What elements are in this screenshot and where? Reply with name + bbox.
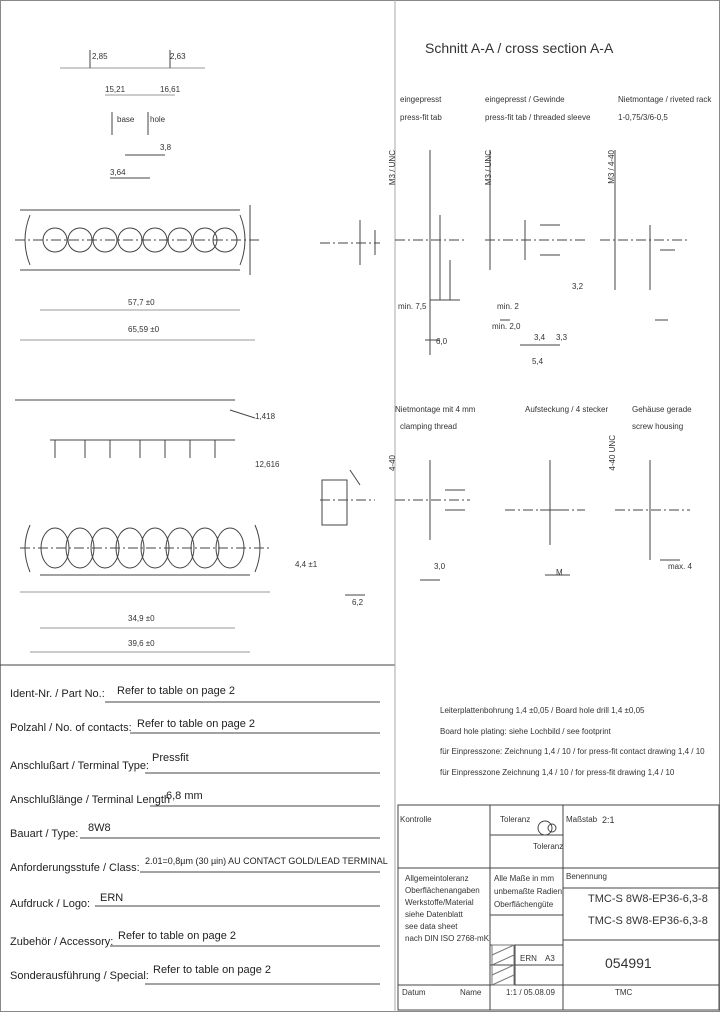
dim-label: M3 / UNC [388, 150, 397, 186]
tb-massstab: 2:1 [602, 815, 615, 825]
view-col6-title: Gehäuse gerade [632, 405, 692, 414]
tb-mid-line: Oberflächengüte [494, 900, 554, 909]
tb-format: A3 [545, 954, 555, 963]
view-col5-title: Aufsteckung / 4 stecker [525, 405, 609, 414]
dim-label: M3 / 4-40 [607, 150, 616, 184]
field-label-terminal-length: Anschlußlänge / Terminal Length [10, 794, 171, 806]
note: für Einpresszone: Zeichnung 1,4 / 10 / for press-fit contact drawing 1,4 / 10 [440, 747, 705, 756]
dim-label: 1,418 [255, 412, 276, 421]
tb-name2: TMC-S 8W8-EP36-6,3-8 [588, 915, 708, 927]
title-block-frame [398, 805, 719, 1010]
dim-label: 3,0 [434, 562, 446, 571]
view-col1-sub: press-fit tab [400, 113, 442, 122]
dim-label: 65,59 ±0 [128, 325, 160, 334]
dim-label: 4-40 [388, 455, 397, 472]
field-value-accessory: Refer to table on page 2 [118, 930, 237, 942]
tb-tol-line: Oberflächenangaben [405, 886, 480, 895]
view-col2-title: eingepresst / Gewinde [485, 95, 565, 104]
note: Board hole plating: siehe Lochbild / see footprint [440, 727, 611, 736]
dim-label: 3,64 [110, 168, 126, 177]
field-value-class: 2.01=0,8µm (30 µin) AU CONTACT GOLD/LEAD TERMINAL [145, 856, 388, 866]
dim-label: 3,3 [556, 333, 568, 342]
tb-ern: ERN [520, 954, 537, 963]
field-value-logo: ERN [100, 892, 124, 904]
view-col3-sub: 1-0,75/3/6-0,5 [618, 113, 668, 122]
field-value-part-no: Refer to table on page 2 [117, 685, 236, 697]
dim-label: 12,616 [255, 460, 280, 469]
dim-label: 15,21 [105, 85, 126, 94]
note: für Einpresszone Zeichnung 1,4 / 10 / for press-fit drawing 1,4 / 10 [440, 768, 675, 777]
dim-label: max. 4 [668, 562, 693, 571]
field-value-type: 8W8 [88, 822, 111, 834]
tb-bottom-right: TMC [615, 988, 633, 997]
tb-drawing-number: 054991 [605, 955, 652, 971]
dim-label: 57,7 ±0 [128, 298, 155, 307]
field-label-part-no: Ident-Nr. / Part No.: [10, 688, 105, 700]
field-label-contacts: Polzahl / No. of contacts: [10, 722, 132, 734]
tb-tol-line: Allgemeintoleranz [405, 874, 469, 883]
dim-label: 4-40 UNC [608, 435, 617, 471]
tb-name1: TMC-S 8W8-EP36-6,3-8 [588, 893, 708, 905]
field-label-type: Bauart / Type: [10, 828, 79, 840]
dim-label: hole [150, 115, 166, 124]
field-label-class: Anforderungsstufe / Class: [10, 862, 140, 874]
tb-kontrolle: Kontrolle [400, 815, 432, 824]
dim-label: 16,61 [160, 85, 181, 94]
dim-label: 5,4 [532, 357, 544, 366]
tb-mid-line: Alle Maße in mm [494, 874, 555, 883]
dim-label: min. 2,0 [492, 322, 521, 331]
field-value-terminal-type: Pressfit [152, 752, 189, 764]
dim-label: base [117, 115, 135, 124]
dim-label: 3,2 [572, 282, 584, 291]
tb-tol-line: Werkstoffe/Material [405, 898, 474, 907]
view-col6-sub: screw housing [632, 422, 684, 431]
dim-label: min. 2 [497, 302, 519, 311]
field-value-terminal-length: 6,8 mm [166, 790, 203, 802]
pin-row-side [50, 440, 235, 458]
dim-label: 2,85 [92, 52, 108, 61]
tb-tol-line: siehe Datenblatt [405, 910, 463, 919]
dim-label: 2,63 [170, 52, 186, 61]
dim-label: 39,6 ±0 [128, 639, 155, 648]
dim-label: min. 7,5 [398, 302, 427, 311]
view-col4-sub: clamping thread [400, 422, 457, 431]
field-value-special: Refer to table on page 2 [153, 964, 272, 976]
view-col2-sub: press-fit tab / threaded sleeve [485, 113, 591, 122]
field-label-terminal-type: Anschlußart / Terminal Type: [10, 760, 149, 772]
view-col4-title: Nietmontage mit 4 mm [395, 405, 476, 414]
dim-label: 3,8 [160, 143, 172, 152]
dim-label: 34,9 ±0 [128, 614, 155, 623]
tb-toleranz2: Toleranz [533, 842, 564, 851]
tb-toleranz: Toleranz [500, 815, 531, 824]
tb-massstab-label: Maßstab [566, 815, 598, 824]
field-label-logo: Aufdruck / Logo: [10, 898, 91, 910]
tb-bottom-mid: Name [460, 988, 482, 997]
tb-mid-line: unbemaßte Radien [494, 887, 563, 896]
dim-label: 3,4 [534, 333, 546, 342]
tb-bottom-left: Datum [402, 988, 426, 997]
field-label-special: Sonderausführung / Special: [10, 970, 149, 982]
dim-label: M [556, 568, 563, 577]
field-label-accessory: Zubehör / Accessory: [10, 936, 114, 948]
view-col1-title: eingepresst [400, 95, 442, 104]
dim-label: 6,2 [352, 598, 364, 607]
field-value-contacts: Refer to table on page 2 [137, 718, 256, 730]
view-col3-title: Nietmontage / riveted rack [618, 95, 712, 104]
note: Leiterplattenbohrung 1,4 ±0,05 / Board hole drill 1,4 ±0,05 [440, 706, 645, 715]
tb-tol-line: nach DIN ISO 2768-mK [405, 934, 490, 943]
dim-label: M3 / UNC [484, 150, 493, 186]
tb-datum: 1:1 / 05.08.09 [506, 988, 555, 997]
tb-tol-line: see data sheet [405, 922, 458, 931]
section-title: Schnitt A-A / cross section A-A [425, 40, 614, 56]
tb-benennung: Benennung [566, 872, 607, 881]
dim-label: 4,4 ±1 [295, 560, 318, 569]
dim-label: 6,0 [436, 337, 448, 346]
